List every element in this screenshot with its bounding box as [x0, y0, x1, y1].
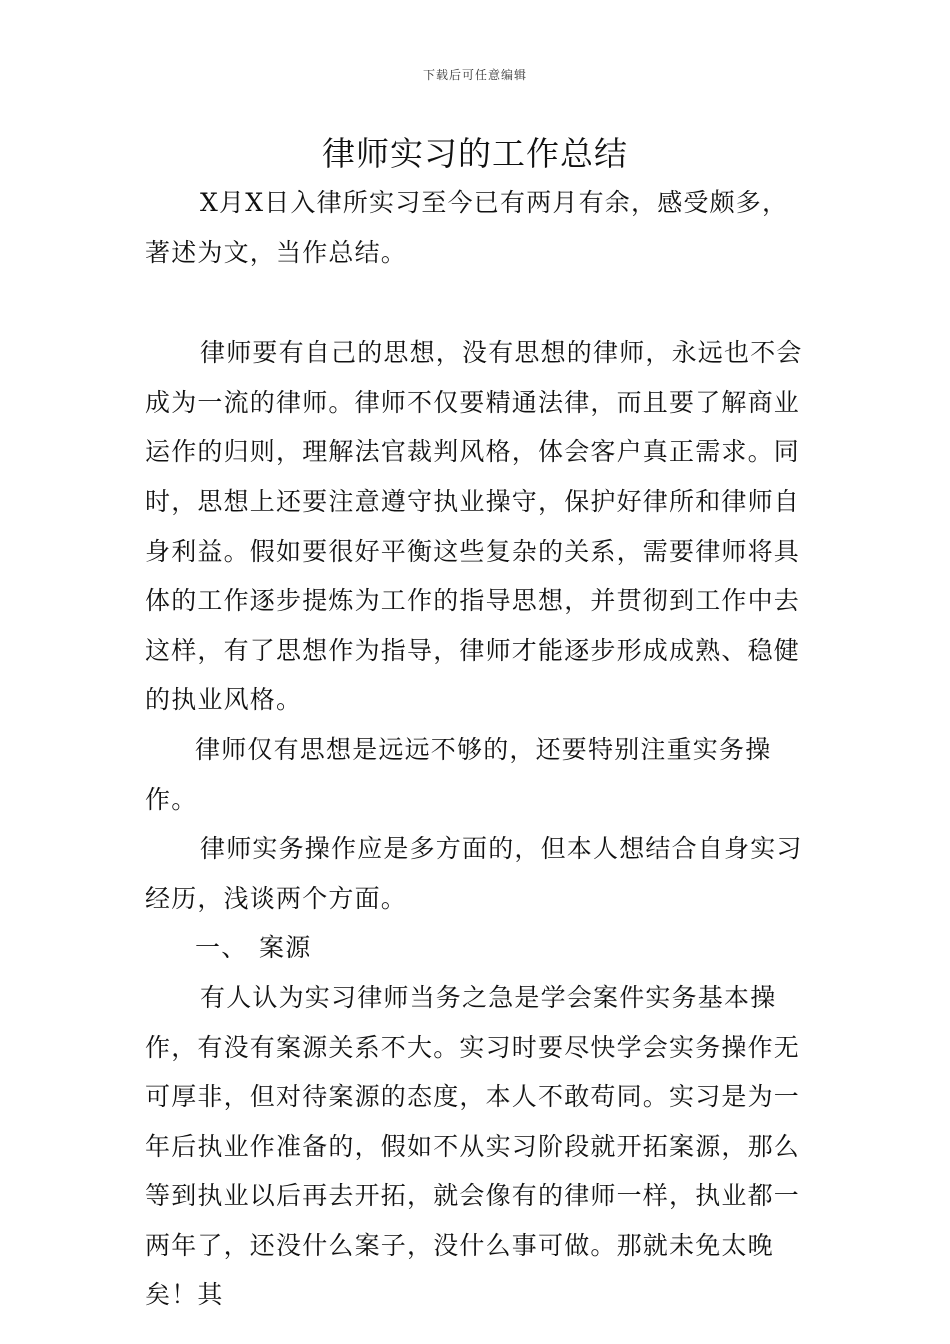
paragraph-intro: X月X日入律所实习至今已有两月有余，感受颇多，著述为文，当作总结。	[145, 188, 789, 267]
paragraph-thought: 律师要有自己的思想，没有思想的律师，永远也不会成为一流的律师。律师不仅要精通法律，而且要了解商业运作的归则，理解法官裁判风格，体会客户真正需求。同时，思想上还要注意遵守执业操守，保护好律所和律师自身利益。假如要很好平衡这些复杂的关系，需要律师将具体的工作逐步提炼为工作的指导思想，并贯彻到工作中去这样，有了思想作为指导，律师才能逐步形成成熟、稳健的执业风格。	[145, 338, 803, 715]
section-label: 案源	[259, 933, 312, 963]
header-note: 下载后可任意编辑	[422, 68, 527, 82]
paragraph-case-source: 有人认为实习律师当务之急是学会案件实务基本操作，有没有案源关系不大。实习时要尽快学会实务操作无可厚非，但对待案源的态度，本人不敢苟同。实习是为一年后执业作准备的，假如不从实习阶段就开拓案源，那么等到执业以后再去开拓，就会像有的律师一样，执业都一两年了，还没什么案子，没什么事可做。那就未免太晚矣！其	[145, 982, 801, 1310]
section-heading	[145, 923, 810, 973]
section-number: 一、	[195, 933, 248, 963]
document-body	[145, 178, 810, 1320]
paragraph-gap	[145, 277, 810, 328]
paragraph-practice: 律师仅有思想是远远不够的，还要特别注重实务操作。	[145, 734, 772, 814]
paragraph-aspects: 律师实务操作应是多方面的，但本人想结合自身实习经历，浅谈两个方面。	[145, 834, 803, 913]
page-title: 律师实习的工作总结	[322, 134, 628, 173]
